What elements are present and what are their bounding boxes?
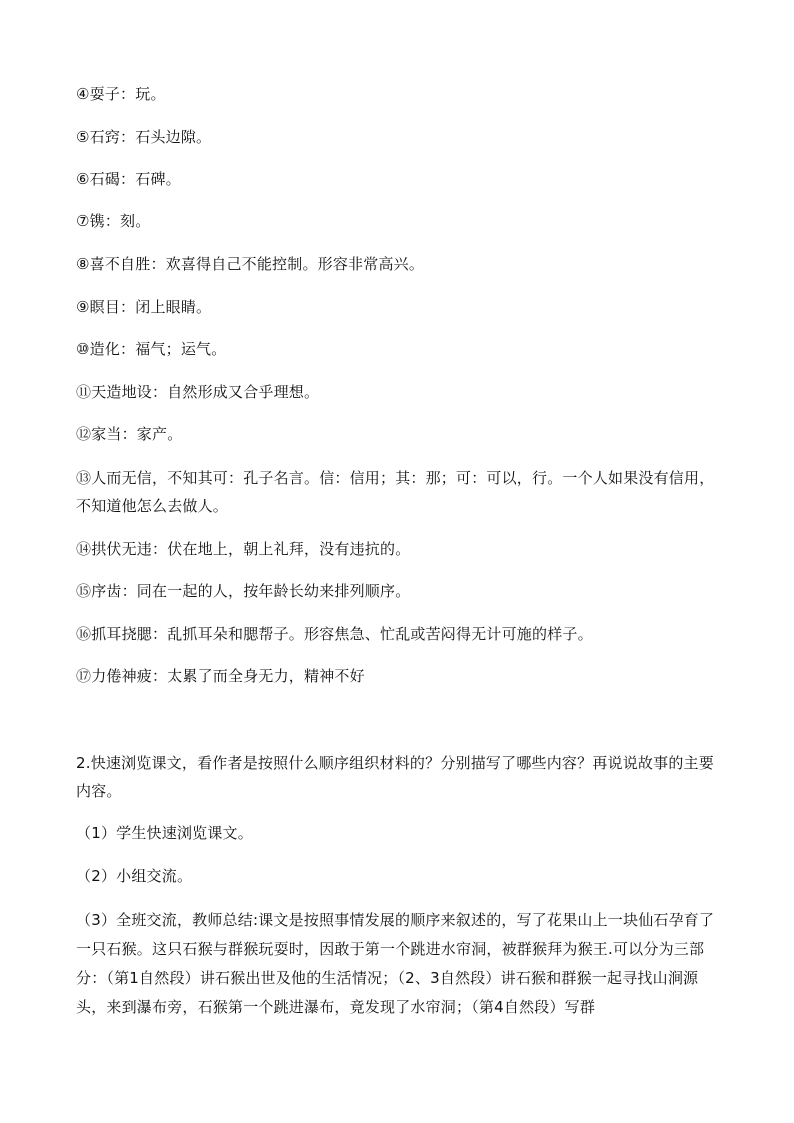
- gloss-item-11: ⑪天造地设：自然形成又合乎理想。: [76, 383, 320, 401]
- gloss-item-16: ⑯抓耳挠腮：乱抓耳朵和腮帮子。形容焦急、忙乱或苦闷得无计可施的样子。: [76, 625, 593, 643]
- gloss-item-4: ④耍子：玩。: [76, 85, 166, 103]
- question-2: 2.快速浏览课文，看作者是按照什么顺序组织材料的？分别描写了哪些内容？再说说故事的主要内容。: [76, 754, 714, 800]
- gloss-item-8: ⑧喜不自胜：欢喜得自己不能控制。形容非常高兴。: [76, 255, 425, 273]
- gloss-item-7: ⑦镌：刻。: [76, 212, 151, 230]
- step-1: （1）学生快速浏览课文。: [76, 824, 253, 842]
- gloss-item-5: ⑤石窍：石头边隙。: [76, 128, 212, 146]
- step-3: （3）全班交流，教师总结:课文是按照事情发展的顺序来叙述的，写了花果山上一块仙石孕育了一只石猴。这只石猴与群猴玩耍时，因敢于第一个跳进水帘洞，被群猴拜为猴王.可以分为三部分：（第1自然段）讲石猴出世及他的生活情况；（2、3自然段）讲石猴和群猴一起寻找山涧源头，来到瀑布旁，石猴第一个跳进瀑布，竟发现了水帘洞；（第4自然段）写群: [76, 911, 715, 1016]
- gloss-item-6: ⑥石碣：石碑。: [76, 170, 181, 188]
- gloss-item-13: ⑬人而无信，不知其可：孔子名言。信：信用；其：那；可：可以，行。一个人如果没有信用，不知道他怎么去做人。: [76, 469, 715, 515]
- gloss-item-10: ⑩造化：福气；运气。: [76, 340, 227, 358]
- gloss-item-9: ⑨瞑目：闭上眼睛。: [76, 298, 212, 316]
- gloss-item-14: ⑭拱伏无违：伏在地上，朝上礼拜，没有违抗的。: [76, 540, 411, 558]
- gloss-item-15: ⑮序齿：同在一起的人，按年龄长幼来排列顺序。: [76, 582, 411, 600]
- gloss-item-12: ⑫家当：家产。: [76, 425, 183, 443]
- gloss-item-17: ⑰力倦神疲：太累了而全身无力，精神不好: [76, 667, 365, 685]
- step-2: （2）小组交流。: [76, 867, 193, 885]
